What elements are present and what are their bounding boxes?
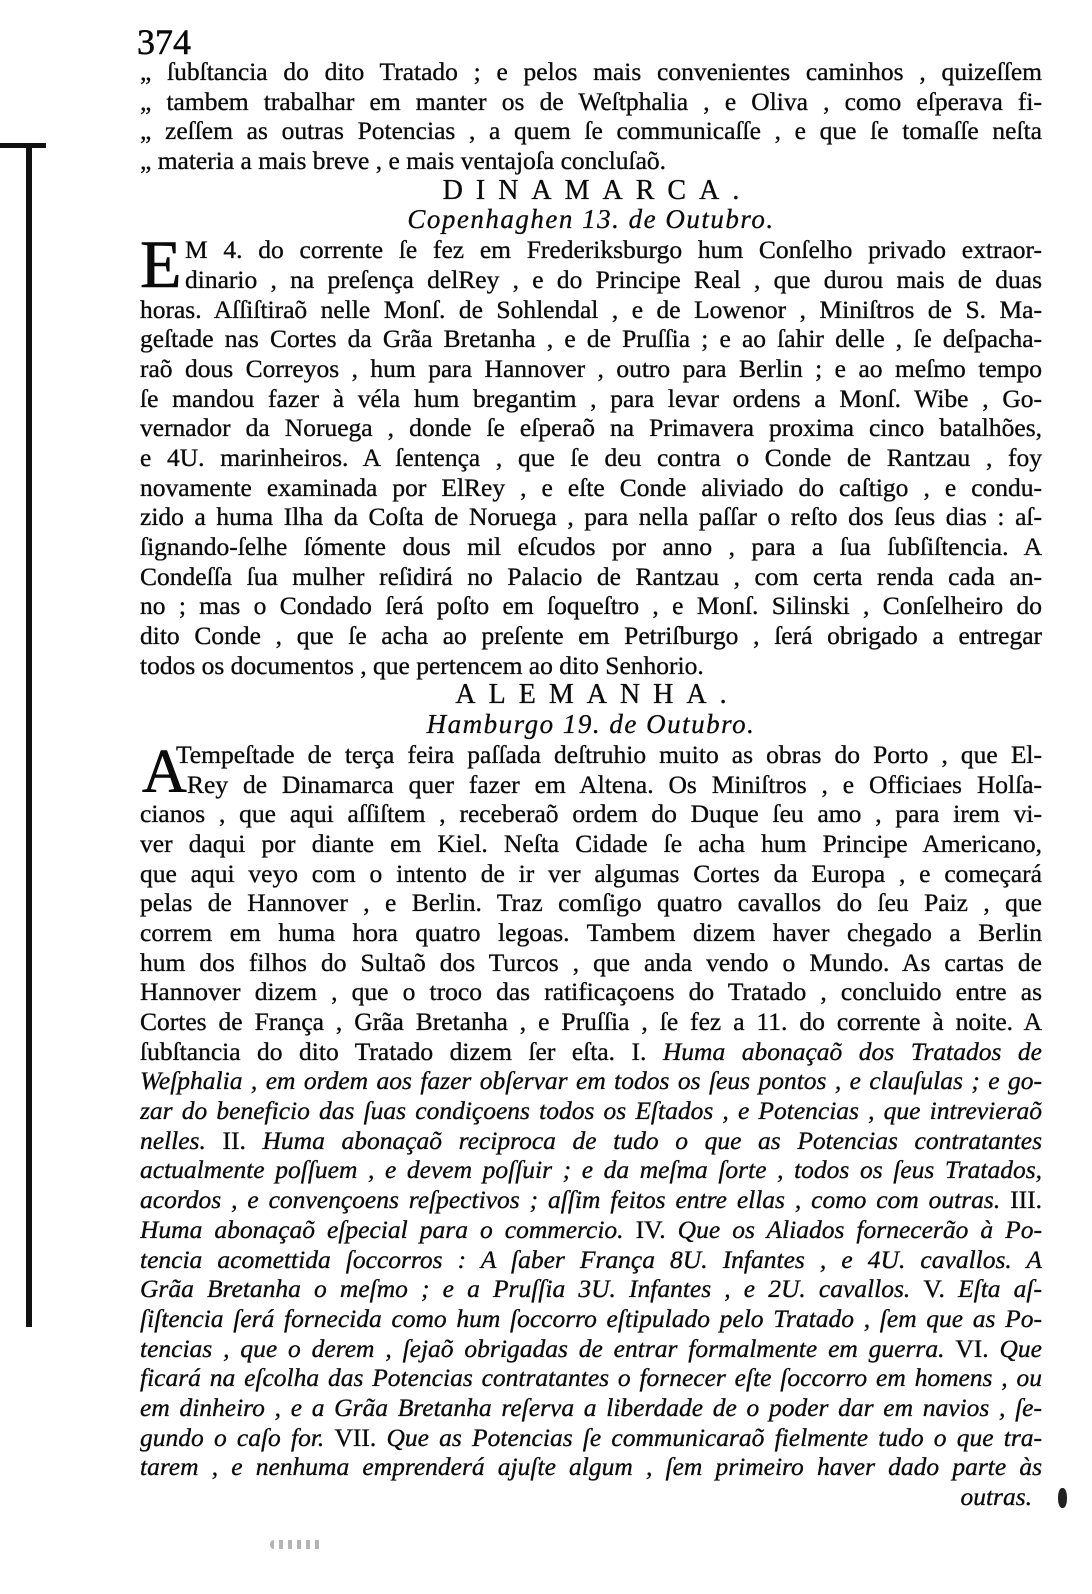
text-line	[140, 977, 1042, 1007]
text-line	[140, 354, 1042, 384]
margin-rule-vertical	[26, 143, 32, 1327]
roman-text-run: que aqui veyo com o intento de ir ver algumas Cortes da Europa , e começará	[140, 858, 1042, 888]
italic-text-run: Que	[999, 1333, 1042, 1363]
text-line	[140, 235, 1042, 265]
ink-blot	[1058, 1488, 1067, 1508]
text-line	[140, 502, 1042, 532]
roman-text-run: horas. Aſſiſtiraõ nelle Monſ. de Sohlendal , e de Lowenor , Miniſtros de S. Ma-	[140, 294, 1042, 324]
continued-quotation	[140, 57, 1042, 176]
italic-text-run: Weſphalia , em ordem aos fazer obſervar em todos os ſeus pontos , e clauſulas ; e go-	[140, 1066, 1042, 1096]
text-line	[140, 1155, 1042, 1185]
roman-text-run: novamente examinada por ElRey , e eſte Conde aliviado do caſtigo , e condu-	[140, 472, 1042, 502]
roman-text-run: geſtade nas Cortes da Grãa Bretanha , e de Pruſſia ; e ao ſahir delle , ſe deſpacha-	[140, 324, 1042, 354]
text-line	[140, 799, 1042, 829]
news-paragraph-alemanha	[140, 737, 1042, 1512]
roman-text-run: hum dos filhos do Sultaõ dos Turcos , que anda vendo o Mundo. As cartas de	[140, 947, 1042, 977]
text-line	[140, 740, 1042, 770]
section-heading-alemanha: ALEMANHA.	[455, 680, 740, 711]
text-line	[140, 1304, 1042, 1334]
text-column	[140, 57, 1042, 1512]
text-line	[140, 770, 1042, 800]
roman-text-run: Cortes de França , Grãa Bretanha , e Pruſſia , ſe fez a 11. do corrente à noite. A	[140, 1007, 1042, 1036]
text-line	[140, 1215, 1042, 1245]
text-line	[140, 1393, 1042, 1423]
roman-text-run: raõ dous Correyos , hum para Hannover , outro para Berlin ; e ao meſmo tempo	[140, 353, 1042, 383]
text-line	[140, 1452, 1042, 1482]
text-line	[140, 532, 1042, 562]
italic-text-run: actualmente poſſuem , e devem poſſuir ; e da meſma ſorte , todos os ſeus Tratados,	[140, 1155, 1042, 1185]
text-line	[140, 651, 1042, 681]
drop-cap: A	[142, 737, 187, 806]
text-line	[140, 1482, 1042, 1512]
italic-text-run: nelles.	[140, 1125, 223, 1155]
text-line	[140, 87, 1042, 117]
text-line	[140, 621, 1042, 651]
text-line	[140, 918, 1042, 948]
italic-text-run: tencia acomettida ſoccorros : A ſaber França 8U. Infantes , e 4U. cavallos. A	[140, 1244, 1042, 1274]
roman-text-run: no ; mas o Condado ſerá poſto em ſoqueſtro , e Monſ. Silinski , Conſelheiro do	[140, 591, 1042, 621]
italic-text-run: em dinheiro , e a Grãa Bretanha reſerva a liberdade de o poder dar em navios , ſe-	[140, 1392, 1042, 1422]
news-paragraph-dinamarca	[140, 226, 1042, 680]
italic-text-run: tarem , e nenhuma emprenderá ajuſte algum , ſem primeiro haver dado parte às	[140, 1452, 1042, 1482]
roman-text-run: VI.	[955, 1333, 1000, 1363]
roman-text-run: Condeſſa ſua mulher reſidirá no Palacio de Rantzau , com certa renda cada an-	[140, 561, 1042, 591]
roman-text-run: ver daqui por diante em Kiel. Neſta Cidade ſe acha hum Principe Americano,	[140, 828, 1042, 858]
roman-text-run: dinario , na preſença delRey , e do Principe Real , que durou mais de duas	[185, 264, 1042, 294]
roman-text-run: ſubſtancia do dito Tratado dizem ſer eſta. I.	[140, 1036, 663, 1066]
margin-rule-horizontal	[0, 143, 46, 148]
text-line	[140, 1007, 1042, 1037]
text-line	[140, 443, 1042, 473]
text-line	[140, 116, 1042, 146]
text-line	[140, 1096, 1042, 1126]
roman-text-run: todos os documentos , que pertencem ao dito Senhorio.	[140, 650, 704, 680]
roman-text-run: VII.	[334, 1422, 387, 1452]
roman-text-run: III.	[1010, 1185, 1042, 1215]
roman-text-run: Tempeſtade de terça feira paſſada deſtruhio muito as obras do Porto , que El-	[176, 739, 1042, 769]
italic-text-run: Que as Potencias ſe communicaraõ fielmente tudo o que tra-	[386, 1422, 1042, 1452]
italic-text-run: ficará na eſcolha das Potencias contratantes o fornecer eſte ſoccorro em homens , ou	[140, 1363, 1042, 1393]
text-line	[140, 324, 1042, 354]
roman-text-run: zido a huma Ilha da Coſta de Noruega , para nella paſſar o reſto dos ſeus dias : aſ-	[140, 502, 1042, 532]
text-line	[140, 413, 1042, 443]
text-line	[140, 1274, 1042, 1304]
text-line	[140, 146, 1042, 176]
dateline-hamburgo: Hamburgo 19. de Outubro.	[426, 710, 756, 740]
roman-text-run: „ ſubſtancia do dito Tratado ; e pelos mais convenientes caminhos , quizeſſem	[140, 57, 1042, 86]
italic-text-run: ſiſtencia ſerá fornecida como hum ſoccorro eſtipulado pelo Tratado , ſem que as Po-	[140, 1303, 1042, 1333]
italic-text-run: Que os Aliados fornecerão à Po-	[677, 1214, 1042, 1244]
ink-smudge	[270, 1540, 322, 1549]
text-line	[140, 1363, 1042, 1393]
drop-cap: E	[140, 226, 182, 303]
italic-text-run: zar do beneficio das ſuas condiçoens todos os Eſtados , e Potencias , que intrevieraõ	[140, 1096, 1042, 1126]
text-line	[140, 1185, 1042, 1215]
italic-text-run: Huma abonaçaõ reciproca de tudo o que as Potencias contratantes	[262, 1125, 1042, 1155]
roman-text-run: M 4. do corrente ſe fez em Frederiksburgo hum Conſelho privado extraor-	[185, 235, 1042, 265]
roman-text-run: Hannover dizem , que o troco das ratificaçoens do Tratado , concluido entre as	[140, 977, 1042, 1007]
roman-text-run: ſignando-ſelhe ſómente dous mil eſcudos por anno , para a ſua ſubſiſtencia. A	[140, 532, 1042, 561]
text-line	[140, 1334, 1042, 1364]
italic-text-run: Eſta aſ-	[958, 1274, 1042, 1304]
text-line	[140, 888, 1042, 918]
roman-text-run: V.	[923, 1274, 959, 1304]
italic-text-run: Grãa Bretanha o meſmo ; e a Pruſſia 3U. Infantes , e 2U. cavallos.	[140, 1274, 924, 1304]
text-line	[140, 1423, 1042, 1453]
text-line	[140, 948, 1042, 978]
roman-text-run: cianos , que aqui aſſiſtem , receberaõ ordem do Duque ſeu amo , para irem vi-	[140, 799, 1042, 829]
dateline-copenhaghen: Copenhaghen 13. de Outubro.	[407, 205, 775, 235]
text-line	[140, 473, 1042, 503]
italic-text-run: tencias , que o derem , ſejaõ obrigadas de entrar formalmente em guerra.	[140, 1333, 956, 1363]
roman-text-run: „ tambem trabalhar em manter os de Weſtphalia , e Oliva , como eſperava fi-	[140, 86, 1042, 116]
roman-text-run: Rey de Dinamarca quer fazer em Altena. Os Miniſtros , e Officiaes Holſa-	[187, 769, 1042, 799]
text-line	[140, 829, 1042, 859]
text-line	[140, 562, 1042, 592]
text-line	[140, 265, 1042, 295]
italic-text-run: gundo o caſo for.	[140, 1422, 335, 1452]
text-line	[140, 1066, 1042, 1096]
roman-text-run: pelas de Hannover , e Berlin. Traz comſigo quatro cavallos do ſeu Paiz , que	[140, 888, 1042, 918]
text-line	[140, 57, 1042, 87]
roman-text-run: e 4U. marinheiros. A ſentença , que ſe deu contra o Conde de Rantzau , foy	[140, 442, 1042, 472]
page-number: 374	[137, 22, 191, 62]
italic-text-run: acordos , e convençoens reſpectivos ; aſſim feitos entre ellas , como com outras.	[140, 1185, 1011, 1215]
roman-text-run: vernador da Noruega , donde ſe eſperaõ na Primavera proxima cinco batalhões,	[140, 413, 1042, 443]
roman-text-run: dito Conde , que ſe acha ao preſente em Petriſburgo , ſerá obrigado a entregar	[140, 621, 1042, 651]
italic-text-run: Huma abonaçaõ dos Tratados de	[662, 1036, 1042, 1066]
italic-text-run: outras.	[960, 1482, 1032, 1511]
text-line	[140, 384, 1042, 414]
section-heading-dinamarca: DINAMARCA.	[442, 175, 753, 206]
text-line	[140, 859, 1042, 889]
roman-text-run: correm em huma hora quatro legoas. Tambem dizem haver chegado a Berlin	[140, 917, 1042, 947]
roman-text-run: ſe mandou fazer à véla hum bregantim , para levar ordens a Monſ. Wibe , Go-	[140, 383, 1042, 413]
roman-text-run: „ materia a mais breve , e mais ventajoſa concluſaõ.	[140, 146, 667, 176]
text-line	[140, 591, 1042, 621]
text-line	[140, 295, 1042, 325]
text-line	[140, 1245, 1042, 1275]
roman-text-run: „ zeſſem as outras Potencias , a quem ſe communicaſſe , e que ſe tomaſſe neſta	[140, 116, 1042, 146]
roman-text-run: IV.	[635, 1214, 678, 1244]
text-line	[140, 1037, 1042, 1067]
roman-text-run: II.	[222, 1125, 263, 1155]
text-line	[140, 1126, 1042, 1156]
italic-text-run: Huma abonaçaõ eſpecial para o commercio.	[140, 1214, 636, 1244]
